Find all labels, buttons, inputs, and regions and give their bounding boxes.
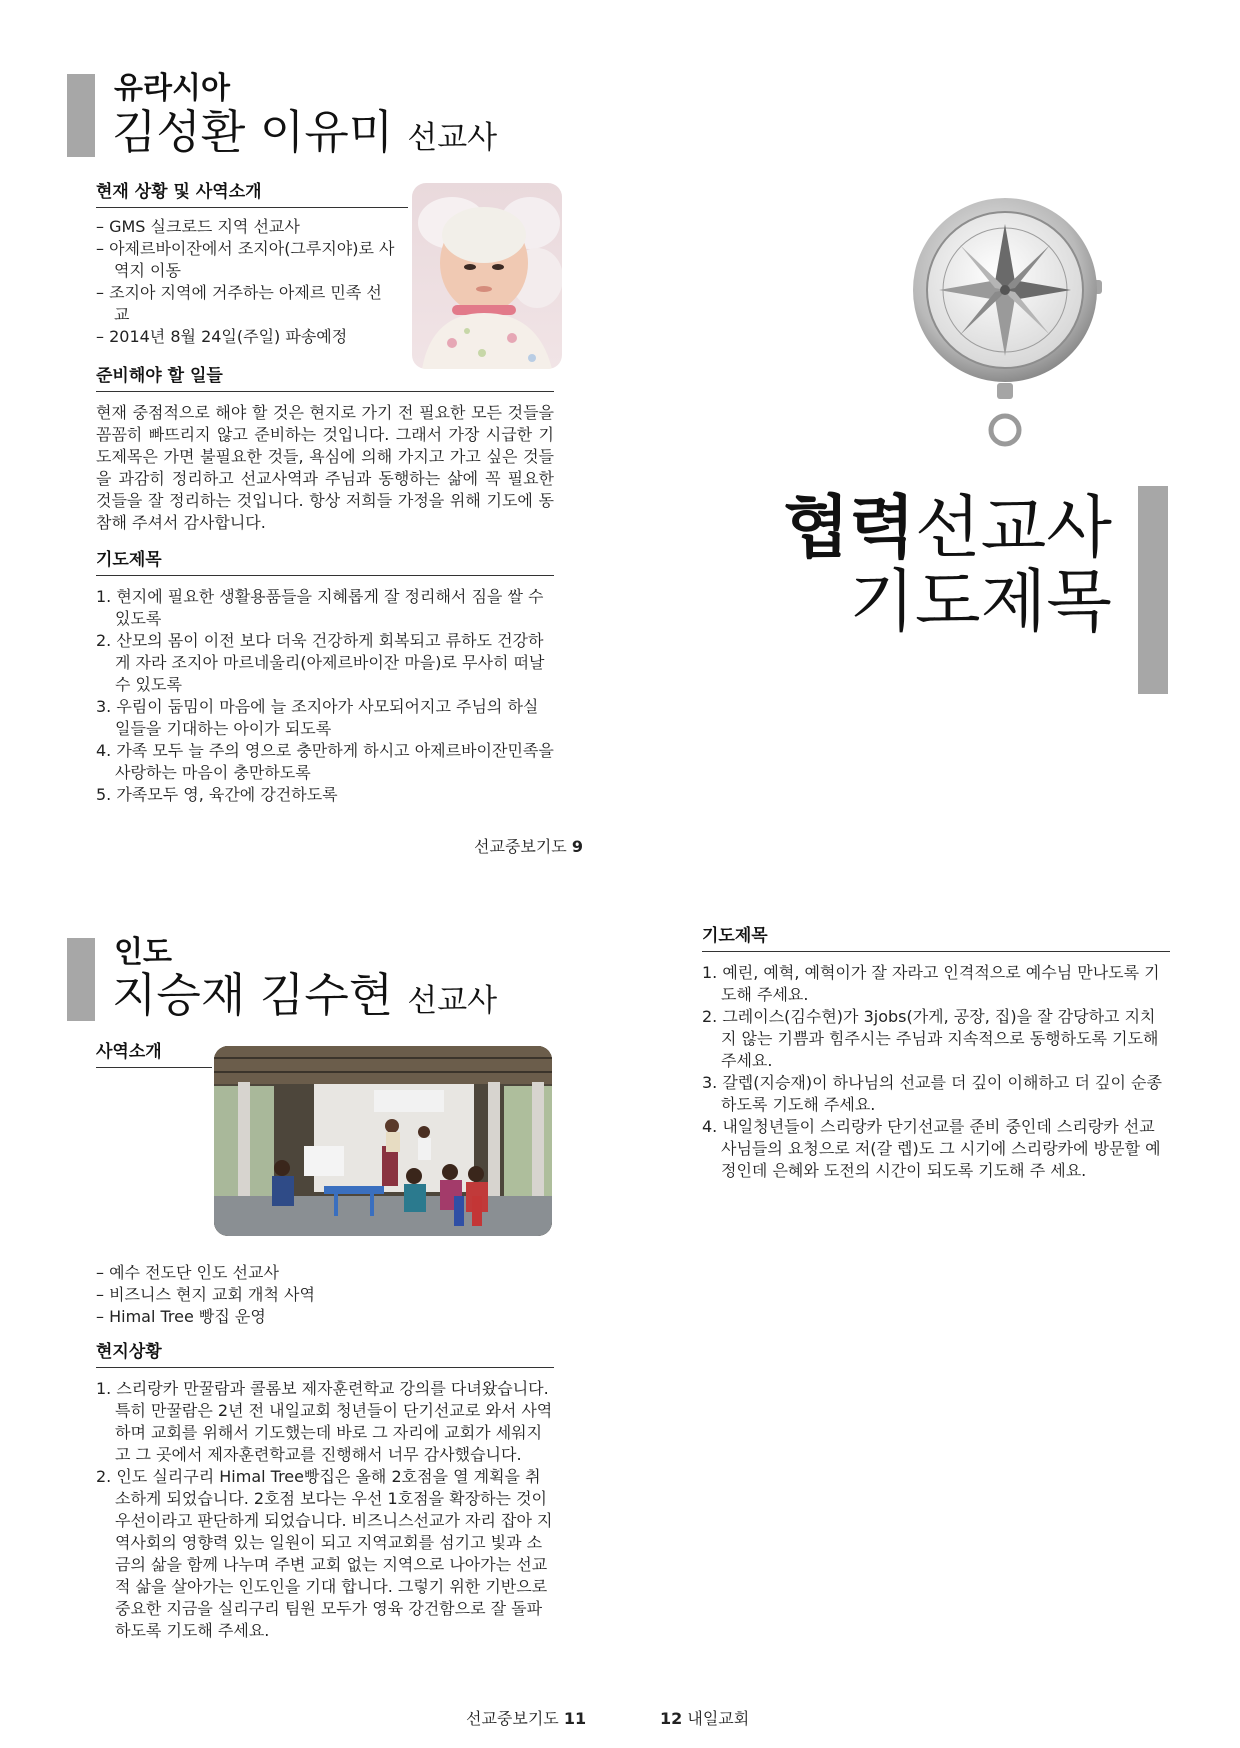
page-number-bottom-left-value: 11 [563, 1709, 587, 1728]
section1-prep-text: 현재 중점적으로 해야 할 것은 현지로 가기 전 필요한 모든 것들을 꼼꼼히 빠뜨리지 않고 준비하는 것입니다. 그래서 가장 시급한 기도제목은 가면 불필요한 것들, 욕심에 의해 가지고 가고 싶은 것들을 과감히 정리하고 선교사역과 주님과 동행하는 삶에 꼭 필요한 것들을 잘 정리하는 것입니다. 항상 저희들 가정을 위해 기도에 동참해 주셔서 감사합니다. [96, 403, 554, 532]
section2-region: 인도 [114, 935, 172, 970]
section2-accent-bar [67, 938, 95, 1021]
compass-icon [905, 198, 1115, 448]
feature-title-rest: 선교사 [914, 489, 1112, 568]
page-number-bottom-right [660, 1706, 749, 1729]
section1-suffix: 선교사 [407, 120, 498, 156]
feature-title-bold: 협력 [783, 489, 915, 568]
feature-accent-bar [1138, 486, 1168, 694]
list-item: 3. 우림이 둠밈이 마음에 늘 조지아가 사모되어지고 주님의 하실 일들을 기대하는 아이가 되도록 [96, 697, 539, 738]
page-number-top [474, 834, 583, 857]
list-item: 3. 갈렙(지승재)이 하나님의 선교를 더 깊이 이해하고 더 깊이 순종하도록 기도해 주세요. [702, 1073, 1162, 1114]
list-item: 1. 예린, 예혁, 예혁이가 잘 자라고 인격적으로 예수님 만나도록 기도해 주세요. [702, 963, 1160, 1004]
list-item: – 조지아 지역에 거주하는 아제르 민족 선교 [96, 283, 382, 324]
section1-status-list [96, 216, 396, 348]
list-item: – Himal Tree 빵집 운영 [96, 1307, 266, 1326]
list-item: – GMS 실크로드 지역 선교사 [96, 217, 300, 236]
list-item: – 비즈니스 현지 교회 개척 사역 [96, 1285, 315, 1304]
page-number-top-label: 선교중보기도 [474, 837, 567, 856]
list-item: 4. 가족 모두 늘 주의 영으로 충만하게 하시고 아제르바이잔민족을 사랑하는 마음이 충만하도록 [96, 741, 554, 782]
section1-prep-heading: 준비해야 할 일들 [96, 364, 554, 392]
list-item: 5. 가족모두 영, 육간에 강건하도록 [96, 785, 338, 804]
section1-region: 유라시아 [114, 71, 230, 106]
classroom-illustration [214, 1046, 552, 1236]
section2-ministry-list [96, 1262, 496, 1328]
section2-local-list [96, 1378, 554, 1642]
list-item: 2. 산모의 몸이 이전 보다 더욱 건강하게 회복되고 류하도 건강하게 자라 조지아 마르네울리(아제르바이잔 마을)로 무사히 떠날 수 있도록 [96, 631, 545, 694]
section2-prayer-list [702, 962, 1170, 1182]
section1-names: 김성환 이유미 [112, 105, 394, 159]
section2-ministry-heading: 사역소개 [96, 1040, 212, 1068]
list-item: 2. 그레이스(김수현)가 3jobs(가게, 공장, 집)을 잘 감당하고 지치지 않는 기쁨과 힘주시는 주님과 지속적으로 동행하도록 기도해 주세요. [702, 1007, 1159, 1070]
section2-local-heading: 현지상황 [96, 1340, 554, 1368]
section1-missionary-names [112, 104, 497, 166]
section2-prayer-heading: 기도제목 [702, 924, 1170, 952]
page-number-bottom-right-label: 내일교회 [687, 1709, 750, 1728]
section1-accent-bar [67, 74, 95, 157]
feature-title [783, 489, 1112, 642]
feature-title-line2: 기도제목 [849, 563, 1112, 642]
baby-illustration [412, 183, 562, 369]
page-number-bottom-left-label: 선교중보기도 [466, 1709, 559, 1728]
page-number-bottom-right-value: 12 [660, 1709, 683, 1728]
feature-title-line1 [783, 489, 1112, 568]
list-item: 4. 내일청년들이 스리랑카 단기선교를 준비 중인데 스리랑카 선교사님들의 요청으로 저(갈 렙)도 그 시기에 스리랑카에 방문할 예정인데 은혜와 도전의 시간이 되도록 기도해 주 세요. [702, 1117, 1161, 1180]
classroom-photo [214, 1046, 552, 1236]
section1-prep-text-block [96, 402, 554, 534]
section1-prayer-list [96, 586, 554, 806]
list-item: – 아제르바이잔에서 조지아(그루지야)로 사역지 이동 [96, 239, 395, 280]
list-item: 1. 현지에 필요한 생활용품들을 지혜롭게 잘 정리해서 짐을 쌀 수 있도록 [96, 587, 544, 628]
list-item: – 2014년 8월 24일(주일) 파송예정 [96, 327, 348, 346]
list-item: 1. 스리랑카 만꿀람과 콜롬보 제자훈련학교 강의를 다녀왔습니다. 특히 만꿀람은 2년 전 내일교회 청년들이 단기선교로 와서 사역하며 교회를 위해서 기도했는데 바로 그 자리에 교회가 세워지고 그 곳에서 제자훈련학교를 진행해서 너무 감사했습니다. [96, 1379, 553, 1464]
section2-suffix: 선교사 [407, 983, 498, 1019]
list-item: 2. 인도 실리구리 Himal Tree빵집은 올해 2호점을 열 계획을 취소하게 되었습니다. 2호점 보다는 우선 1호점을 확장하는 것이 우선이라고 판단하게 되었습니다. 비즈니스선교가 자리 잡아 지역사회의 영향력 있는 일원이 되고 지역교회를 섬기고 빛과 소금의 삶을 함께 나누며 주변 교회 없는 지역으로 나아가는 선교적 삶을 살아가는 인도인을 기대 합니다. 그렇기 위한 기반으로 중요한 지금을 실리구리 팀원 모두가 영육 강건함으로 잘 돌파 하도록 기도해 주세요. [96, 1467, 553, 1640]
page-number-bottom-left [466, 1706, 586, 1729]
section2-names: 지승재 김수현 [112, 968, 394, 1022]
list-item: – 예수 전도단 인도 선교사 [96, 1263, 279, 1282]
page-number-top-value: 9 [571, 837, 583, 856]
section1-prayer-heading: 기도제목 [96, 548, 554, 576]
section1-status-heading: 현재 상황 및 사역소개 [96, 180, 408, 208]
baby-photo [412, 183, 562, 369]
section2-missionary-names [112, 967, 497, 1029]
